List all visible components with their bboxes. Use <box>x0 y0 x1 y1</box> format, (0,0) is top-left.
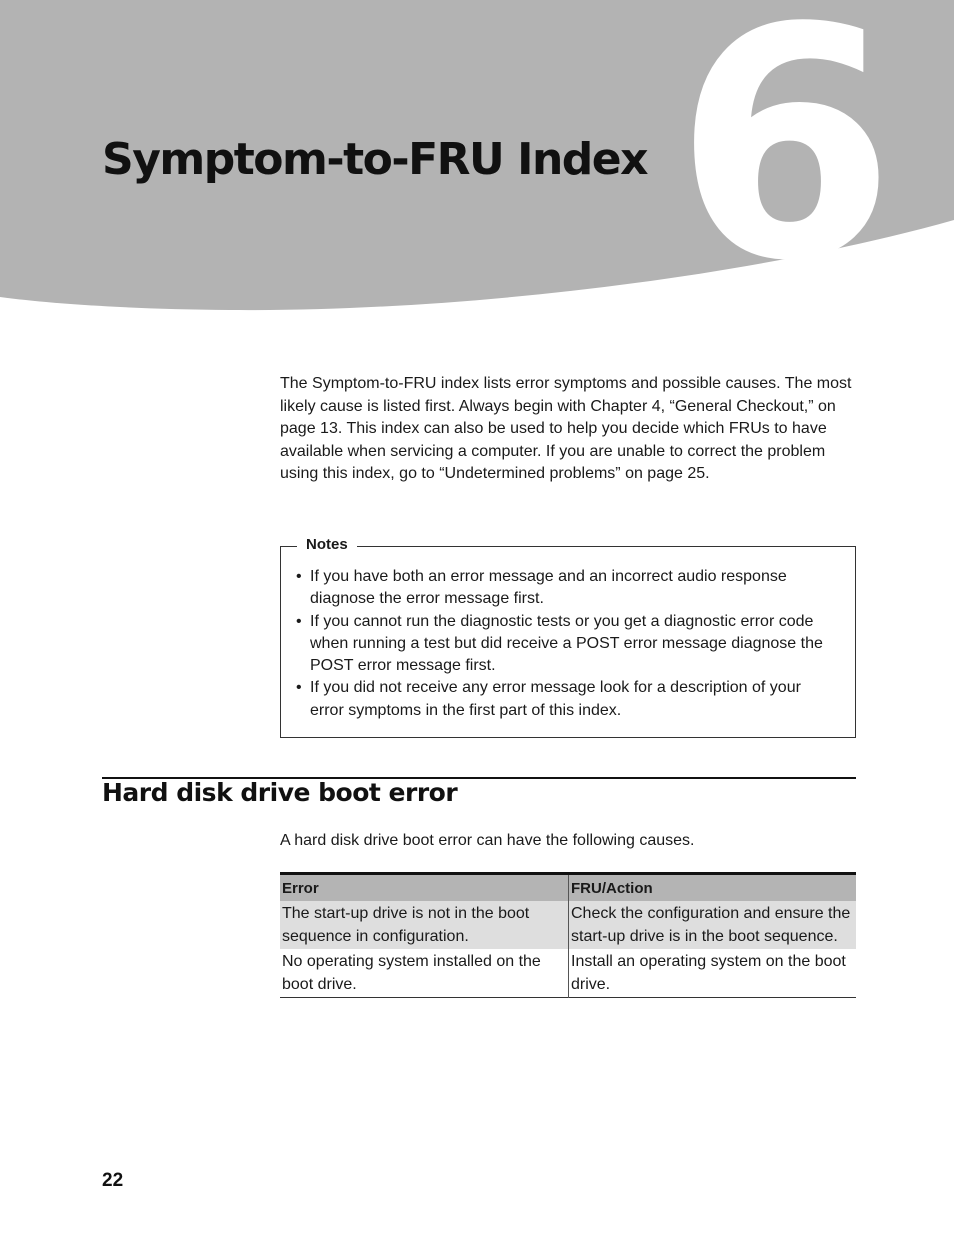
intro-paragraph: The Symptom-to-FRU index lists error symptoms and possible causes. The most likely cause is listed first. Always begin with Chapter 4, “General Checkout,” on page 13. This index can also be used to help you decide which FRUs to have available when servicing a computer. If you are unable to correct the problem using this index, go to “Undetermined problems” on page 25. <box>280 375 852 483</box>
fru-table <box>280 872 856 998</box>
table-row <box>280 901 856 949</box>
error-cell: The start-up drive is not in the boot sequence in configuration. <box>282 905 530 945</box>
note-item: • If you did not receive any error message look for a description of your error symptoms in the first part of this index. <box>296 677 836 722</box>
error-cell: No operating system installed on the boot drive. <box>282 953 541 993</box>
note-item: • If you have both an error message and an incorrect audio response diagnose the error message first. <box>296 566 836 611</box>
chapter-title: Symptom-to-FRU Index <box>102 134 648 185</box>
note-item: • If you cannot run the diagnostic tests or you get a diagnostic error code when running a test but did receive a POST error message diagnose the POST error message first. <box>296 611 836 678</box>
section-heading: Hard disk drive boot error <box>102 778 458 807</box>
table-header-row <box>280 874 856 902</box>
column-header-fru-action: FRU/Action <box>569 874 857 902</box>
action-cell: Check the configuration and ensure the start-up drive is in the boot sequence. <box>569 901 857 949</box>
notes-label: Notes <box>297 534 357 556</box>
page-number: 22 <box>102 1170 124 1191</box>
section-intro: A hard disk drive boot error can have the following causes. <box>280 832 695 849</box>
table-row <box>280 949 856 997</box>
column-header-error: Error <box>282 880 319 897</box>
notes-list <box>296 566 836 722</box>
chapter-number: 6 <box>674 0 886 330</box>
action-cell: Install an operating system on the boot drive. <box>569 949 857 997</box>
